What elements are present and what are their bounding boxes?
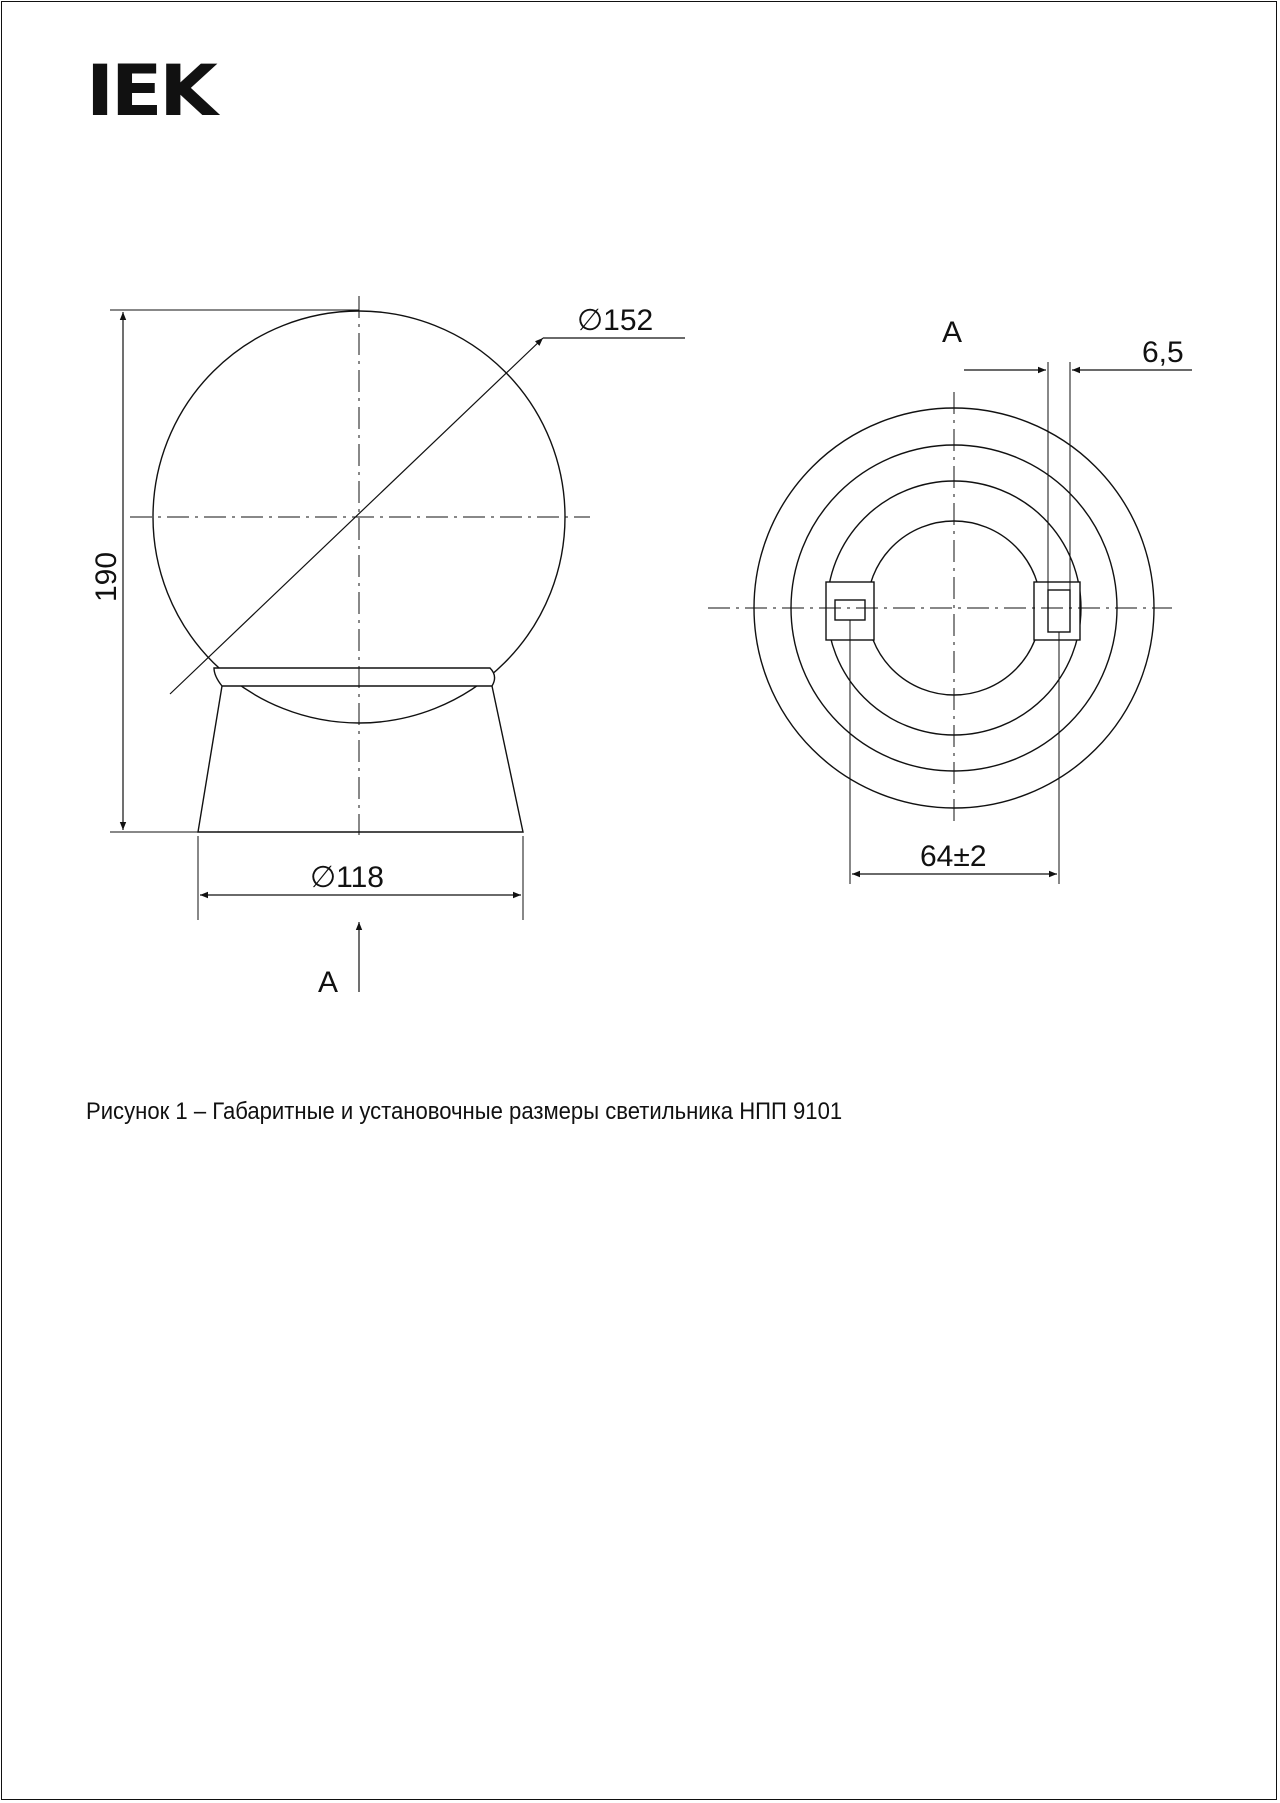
lamp-base [198,686,523,832]
sphere-diameter-leader [170,338,543,694]
side-view [110,296,685,992]
view-a-title: A [942,316,963,349]
height-label: 190 [90,551,123,602]
figure-caption: Рисунок 1 – Габаритные и установочные размеры светильника НПП 9101 [86,1098,843,1125]
view-a [708,362,1192,884]
right-mount-block [1034,582,1080,640]
sphere-diameter-label: ∅152 [577,304,654,337]
logo-text: IEK [86,50,215,132]
collar-ring [214,668,495,686]
mount-spacing-label: 64±2 [920,840,987,873]
base-diameter-label: ∅118 [310,861,384,894]
slot-width-label: 6,5 [1142,336,1184,369]
view-marker-label: A [318,966,339,999]
